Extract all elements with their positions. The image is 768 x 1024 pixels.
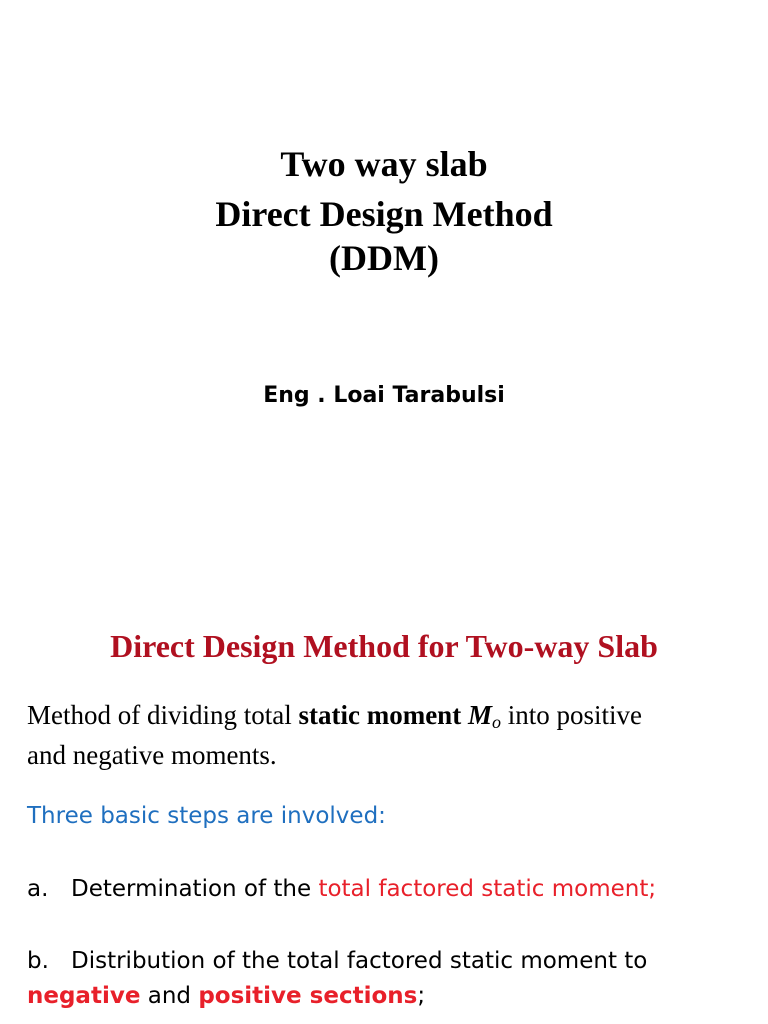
step-b-line-1 [27, 950, 647, 973]
step-a-marker: a. [27, 876, 49, 902]
steps-intro: Three basic steps are involved: [27, 803, 386, 829]
step-a [27, 878, 656, 901]
intro-prefix: Method of dividing total [27, 700, 299, 730]
step-b-end: ; [417, 983, 426, 1009]
author-name: Eng . Loai Tarabulsi [263, 383, 505, 408]
step-b-negative: negative [27, 983, 141, 1009]
step-a-text: Determination of the [71, 876, 319, 902]
title-line-1: Two way slab [280, 144, 488, 184]
moment-subscript: o [491, 712, 501, 732]
step-b-text: Distribution of the total factored static moment to [71, 948, 648, 974]
slide-heading: Direct Design Method for Two-way Slab [110, 628, 658, 664]
title-line-3: (DDM) [329, 238, 439, 278]
intro-bold: static moment [298, 700, 468, 730]
step-b-and: and [140, 983, 199, 1009]
intro-suffix: into positive [500, 700, 642, 730]
content-slide [0, 590, 768, 1024]
moment-symbol: M [467, 700, 492, 730]
step-b-marker: b. [27, 948, 49, 974]
step-a-highlight: total factored static moment; [318, 876, 657, 902]
step-b-line-2 [27, 985, 425, 1008]
intro-line-1 [27, 702, 642, 731]
intro-line-2: and negative moments. [27, 740, 277, 770]
step-b-positive: positive sections [198, 983, 418, 1009]
title-line-2: Direct Design Method [215, 194, 553, 234]
